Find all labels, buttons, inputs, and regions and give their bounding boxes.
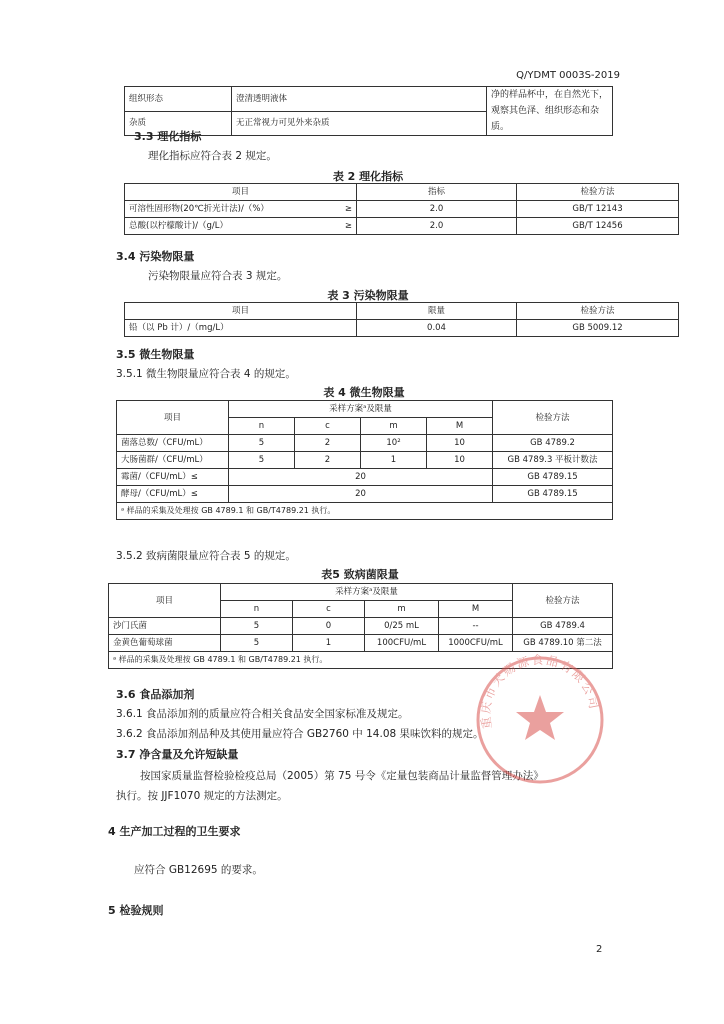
table-cell: 沙门氏菌	[109, 618, 221, 635]
paragraph: 理化指标应符合表 2 规定。	[148, 150, 277, 162]
paragraph: 污染物限量应符合表 3 规定。	[148, 270, 288, 282]
table-cell: 20	[229, 469, 493, 486]
table-note: ᵃ 样品的采集及处理按 GB 4789.1 和 GB/T4789.21 执行。	[117, 503, 613, 520]
table-cell: 100CFU/mL	[365, 635, 439, 652]
table-cell: 2	[295, 452, 361, 469]
table-cell: 杂质	[125, 111, 232, 136]
table-cell: 大肠菌群/（CFU/mL）	[117, 452, 229, 469]
section-heading: 3.6 食品添加剂	[116, 688, 195, 701]
table-cell: 0.04	[357, 320, 517, 337]
table-cell: GB 5009.12	[517, 320, 679, 337]
table-header: 检验方法	[513, 584, 613, 618]
table-subheader: m	[365, 601, 439, 618]
table-cell: 酵母/（CFU/mL）≤	[117, 486, 229, 503]
paragraph: 3.5.1 微生物限量应符合表 4 的规定。	[116, 368, 296, 380]
paragraph: 执行。按 JJF1070 规定的方法测定。	[116, 790, 288, 802]
table-cell: --	[439, 618, 513, 635]
table-cell: 菌落总数/（CFU/mL）	[117, 435, 229, 452]
table-cell: 2.0	[357, 201, 517, 218]
table-cell: 铅（以 Pb 计）/（mg/L）	[125, 320, 357, 337]
table-caption: 表 3 污染物限量	[327, 289, 409, 302]
table-header: 检验方法	[493, 401, 613, 435]
section-heading: 5 检验规则	[108, 904, 164, 917]
table-cell: 5	[221, 618, 293, 635]
table-subheader: n	[221, 601, 293, 618]
table-cell: 1000CFU/mL	[439, 635, 513, 652]
table-header: 指标	[357, 184, 517, 201]
doc-code: Q/YDMT 0003S-2019	[516, 70, 620, 81]
table-cell: 净的样品杯中，在自然光下，观察其色泽、组织形态和杂质。	[487, 87, 613, 136]
section-heading: 3.7 净含量及允许短缺量	[116, 748, 239, 761]
table-subheader: M	[439, 601, 513, 618]
table-cell: 0	[293, 618, 365, 635]
table-cell: 澄清透明液体	[232, 87, 487, 112]
table-caption: 表 4 微生物限量	[323, 386, 405, 399]
table-cell: 0/25 mL	[365, 618, 439, 635]
table-cell: 2	[295, 435, 361, 452]
table-cell: GB 4789.15	[493, 486, 613, 503]
paragraph: 应符合 GB12695 的要求。	[134, 864, 263, 876]
table-cell	[125, 201, 357, 218]
table-cell: GB 4789.3 平板计数法	[493, 452, 613, 469]
table-subheader: n	[229, 418, 295, 435]
seal-text: 重庆市天赐源食品有限公司	[478, 652, 602, 730]
table-header: 项目	[125, 303, 357, 320]
item-text: 总酸(以柠檬酸计)/（g/L）	[129, 221, 228, 231]
table-cell: 20	[229, 486, 493, 503]
table-cell: 5	[229, 435, 295, 452]
table-subheader: M	[427, 418, 493, 435]
section-heading: 3.4 污染物限量	[116, 250, 195, 263]
table-cell: GB 4789.2	[493, 435, 613, 452]
paragraph: 3.5.2 致病菌限量应符合表 5 的规定。	[116, 550, 296, 562]
page-number: 2	[596, 944, 603, 955]
table-note: ᵃ 样品的采集及处理按 GB 4789.1 和 GB/T4789.21 执行。	[109, 652, 613, 669]
table-cell: 1	[361, 452, 427, 469]
table-cell: 10²	[361, 435, 427, 452]
table-caption: 表 2 理化指标	[332, 170, 404, 183]
company-seal	[470, 650, 610, 790]
table-subheader: c	[295, 418, 361, 435]
table-cell: 组织形态	[125, 87, 232, 112]
table-cell	[125, 218, 357, 235]
table-subheader: m	[361, 418, 427, 435]
table-cell: GB/T 12456	[517, 218, 679, 235]
table-cell: 霉菌/（CFU/mL）≤	[117, 469, 229, 486]
table-cell: 无正常视力可见外来杂质	[232, 111, 487, 136]
microbe-table	[116, 400, 613, 520]
section-heading: 3.5 微生物限量	[116, 348, 195, 361]
table-cell: 10	[427, 452, 493, 469]
table-header: 检验方法	[517, 303, 679, 320]
item-text: 可溶性固形物(20℃折光计法)/（%）	[129, 204, 269, 214]
table-header: 限量	[357, 303, 517, 320]
table-cell: GB/T 12143	[517, 201, 679, 218]
table-cell: 10	[427, 435, 493, 452]
table-caption: 表5 致病菌限量	[321, 568, 399, 581]
table-cell: 5	[221, 635, 293, 652]
table-cell: 1	[293, 635, 365, 652]
table-cell: 金黄色葡萄球菌	[109, 635, 221, 652]
physchem-table	[124, 183, 679, 235]
table-header: 项目	[117, 401, 229, 435]
ge-sign: ≥	[344, 221, 352, 231]
table-subheader: c	[293, 601, 365, 618]
table-cell: 2.0	[357, 218, 517, 235]
section-heading: 3.3 理化指标	[134, 130, 202, 143]
paragraph: 按国家质量监督检验检疫总局（2005）第 75 号令《定量包装商品计量监督管理办法》	[140, 770, 544, 782]
table-cell: 5	[229, 452, 295, 469]
table-header: 检验方法	[517, 184, 679, 201]
paragraph: 3.6.1 食品添加剂的质量应符合相关食品安全国家标准及规定。	[116, 708, 409, 720]
table-header: 项目	[109, 584, 221, 618]
section-heading: 4 生产加工过程的卫生要求	[108, 825, 241, 838]
table-cell: GB 4789.10 第二法	[513, 635, 613, 652]
table-header: 采样方案ᵃ及限量	[229, 401, 493, 418]
table-cell: GB 4789.15	[493, 469, 613, 486]
table-cell: GB 4789.4	[513, 618, 613, 635]
table-header: 采样方案ᵃ及限量	[221, 584, 513, 601]
table-header: 项目	[125, 184, 357, 201]
paragraph: 3.6.2 食品添加剂品种及其使用量应符合 GB2760 中 14.08 果味饮料的规定。	[116, 728, 484, 740]
contaminant-table	[124, 302, 679, 337]
ge-sign: ≥	[344, 204, 352, 214]
